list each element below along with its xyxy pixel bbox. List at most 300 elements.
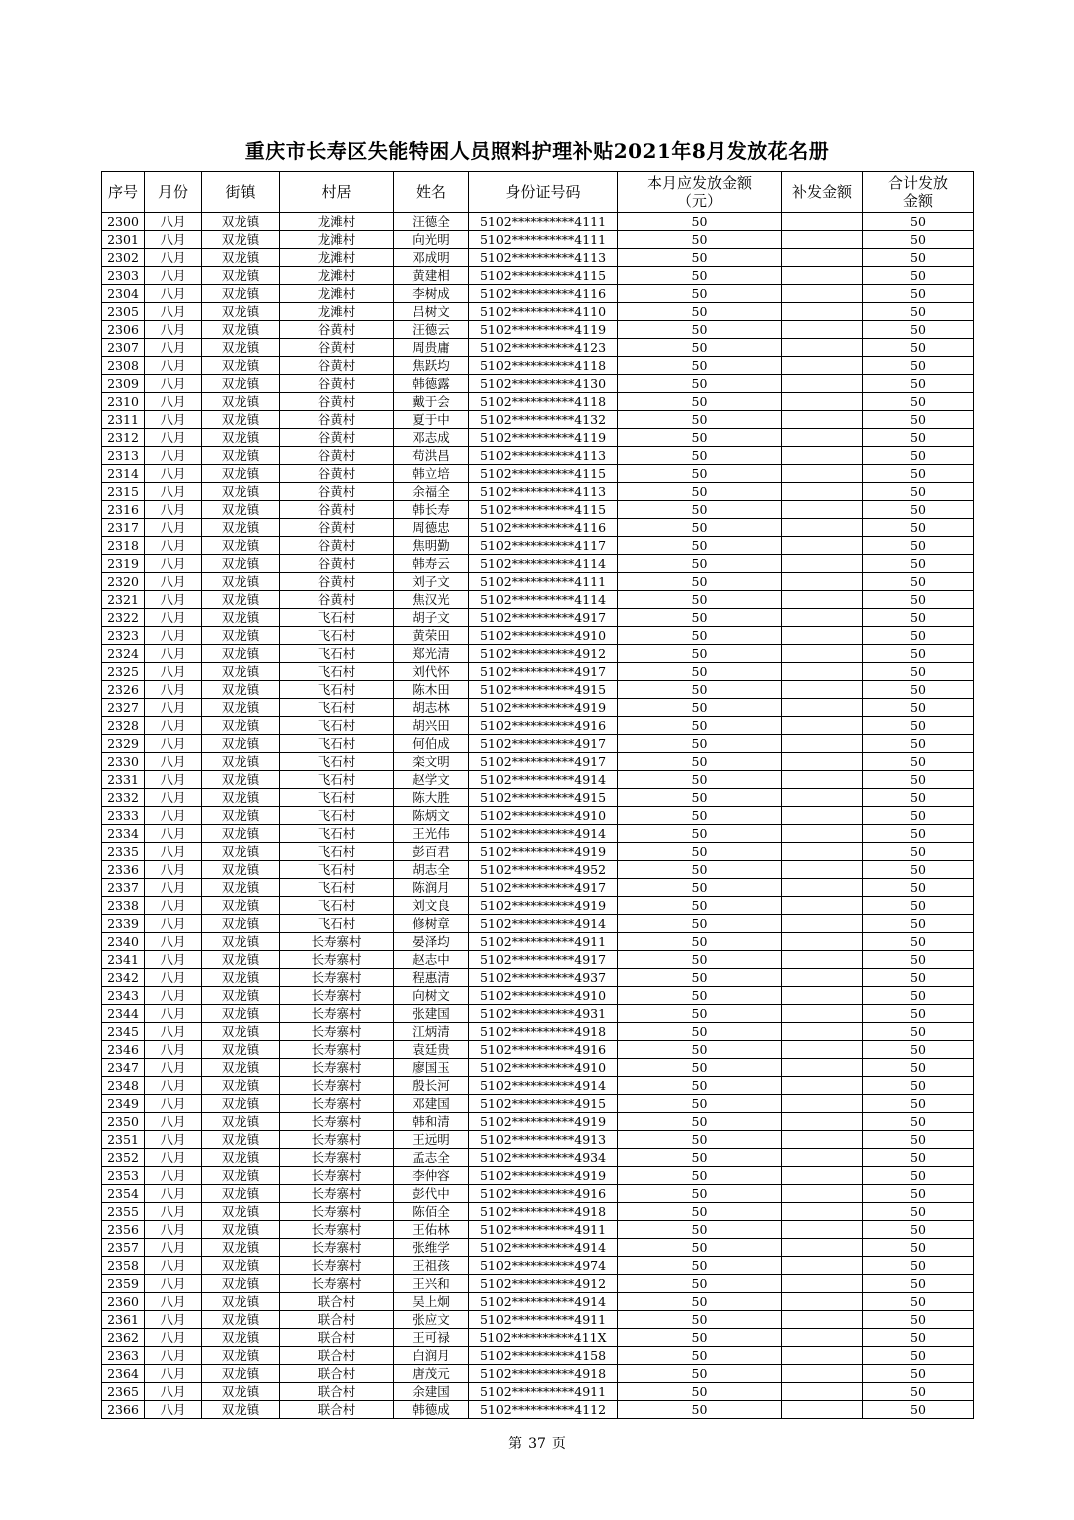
cell-id-number: 5102**********4117 [469,537,618,555]
cell-village: 长寿寨村 [280,933,394,951]
cell-month: 八月 [145,393,202,411]
cell-village: 长寿寨村 [280,1041,394,1059]
table-row [102,987,974,1005]
cell-town: 双龙镇 [202,969,280,987]
table-row [102,1095,974,1113]
cell-village: 长寿寨村 [280,969,394,987]
cell-due-amount: 50 [618,555,782,573]
cell-name: 栾文明 [394,753,469,771]
cell-seq: 2316 [102,501,145,519]
table-row [102,753,974,771]
table-row [102,609,974,627]
cell-village: 飞石村 [280,861,394,879]
cell-total-amount: 50 [863,1203,974,1221]
cell-month: 八月 [145,339,202,357]
cell-seq: 2354 [102,1185,145,1203]
cell-id-number: 5102**********4918 [469,1203,618,1221]
cell-village: 谷黄村 [280,321,394,339]
cell-town: 双龙镇 [202,627,280,645]
cell-supplement-amount [782,1095,863,1113]
cell-month: 八月 [145,609,202,627]
cell-total-amount: 50 [863,1275,974,1293]
cell-id-number: 5102**********4113 [469,249,618,267]
cell-due-amount: 50 [618,285,782,303]
cell-total-amount: 50 [863,879,974,897]
cell-supplement-amount [782,1275,863,1293]
cell-month: 八月 [145,1095,202,1113]
cell-town: 双龙镇 [202,1149,280,1167]
cell-village: 联合村 [280,1347,394,1365]
cell-total-amount: 50 [863,609,974,627]
cell-town: 双龙镇 [202,843,280,861]
cell-name: 程惠清 [394,969,469,987]
cell-month: 八月 [145,213,202,231]
table-row [102,771,974,789]
cell-seq: 2317 [102,519,145,537]
cell-due-amount: 50 [618,1005,782,1023]
cell-id-number: 5102**********4914 [469,771,618,789]
cell-town: 双龙镇 [202,339,280,357]
cell-seq: 2329 [102,735,145,753]
cell-total-amount: 50 [863,231,974,249]
cell-total-amount: 50 [863,213,974,231]
cell-total-amount: 50 [863,861,974,879]
cell-name: 吕树文 [394,303,469,321]
cell-id-number: 5102**********4952 [469,861,618,879]
cell-town: 双龙镇 [202,1239,280,1257]
table-row [102,1185,974,1203]
cell-supplement-amount [782,1221,863,1239]
cell-supplement-amount [782,429,863,447]
cell-town: 双龙镇 [202,1383,280,1401]
cell-due-amount: 50 [618,1239,782,1257]
cell-month: 八月 [145,429,202,447]
cell-town: 双龙镇 [202,1221,280,1239]
cell-total-amount: 50 [863,1365,974,1383]
cell-due-amount: 50 [618,843,782,861]
cell-supplement-amount [782,591,863,609]
cell-village: 飞石村 [280,915,394,933]
cell-id-number: 5102**********4111 [469,213,618,231]
table-row [102,1167,974,1185]
cell-supplement-amount [782,1311,863,1329]
cell-seq: 2330 [102,753,145,771]
cell-due-amount: 50 [618,1383,782,1401]
cell-total-amount: 50 [863,501,974,519]
cell-town: 双龙镇 [202,1311,280,1329]
cell-town: 双龙镇 [202,1329,280,1347]
cell-month: 八月 [145,519,202,537]
cell-seq: 2365 [102,1383,145,1401]
cell-seq: 2342 [102,969,145,987]
cell-seq: 2313 [102,447,145,465]
cell-village: 长寿寨村 [280,1113,394,1131]
cell-id-number: 5102**********4917 [469,951,618,969]
page-footer [0,1435,1074,1453]
cell-village: 谷黄村 [280,519,394,537]
cell-month: 八月 [145,915,202,933]
cell-month: 八月 [145,897,202,915]
cell-supplement-amount [782,1131,863,1149]
cell-seq: 2348 [102,1077,145,1095]
table-row [102,465,974,483]
cell-seq: 2305 [102,303,145,321]
cell-id-number: 5102**********4116 [469,285,618,303]
cell-supplement-amount [782,1041,863,1059]
cell-seq: 2303 [102,267,145,285]
cell-total-amount: 50 [863,843,974,861]
cell-town: 双龙镇 [202,663,280,681]
cell-town: 双龙镇 [202,321,280,339]
cell-name: 焦汉光 [394,591,469,609]
cell-village: 飞石村 [280,825,394,843]
cell-id-number: 5102**********4912 [469,645,618,663]
cell-supplement-amount [782,555,863,573]
table-row [102,1365,974,1383]
header-month: 月份 [145,172,202,213]
table-row [102,339,974,357]
cell-due-amount: 50 [618,897,782,915]
cell-seq: 2301 [102,231,145,249]
cell-due-amount: 50 [618,411,782,429]
cell-seq: 2355 [102,1203,145,1221]
cell-month: 八月 [145,1257,202,1275]
cell-seq: 2343 [102,987,145,1005]
cell-month: 八月 [145,645,202,663]
cell-name: 张应文 [394,1311,469,1329]
cell-village: 长寿寨村 [280,1203,394,1221]
cell-name: 刘代怀 [394,663,469,681]
cell-town: 双龙镇 [202,879,280,897]
cell-id-number: 5102**********4913 [469,1131,618,1149]
cell-month: 八月 [145,375,202,393]
cell-total-amount: 50 [863,1311,974,1329]
cell-month: 八月 [145,555,202,573]
cell-seq: 2308 [102,357,145,375]
cell-name: 周贵庸 [394,339,469,357]
cell-village: 谷黄村 [280,465,394,483]
cell-town: 双龙镇 [202,1401,280,1419]
cell-name: 陈大胜 [394,789,469,807]
cell-town: 双龙镇 [202,1095,280,1113]
cell-id-number: 5102**********4114 [469,555,618,573]
cell-name: 赵学文 [394,771,469,789]
cell-name: 余建国 [394,1383,469,1401]
cell-supplement-amount [782,627,863,645]
header-row [102,172,974,213]
cell-name: 张维学 [394,1239,469,1257]
table-row [102,249,974,267]
cell-id-number: 5102**********4911 [469,1311,618,1329]
cell-supplement-amount [782,447,863,465]
cell-name: 赵志中 [394,951,469,969]
cell-supplement-amount [782,1257,863,1275]
table-row [102,375,974,393]
cell-id-number: 5102**********4914 [469,1293,618,1311]
cell-town: 双龙镇 [202,987,280,1005]
cell-supplement-amount [782,1401,863,1419]
cell-supplement-amount [782,1005,863,1023]
cell-id-number: 5102**********4914 [469,825,618,843]
table-row [102,1293,974,1311]
cell-town: 双龙镇 [202,1257,280,1275]
cell-due-amount: 50 [618,987,782,1005]
header-total-amount-line1: 合计发放 [887,174,948,192]
cell-total-amount: 50 [863,339,974,357]
cell-due-amount: 50 [618,519,782,537]
cell-village: 谷黄村 [280,411,394,429]
cell-due-amount: 50 [618,825,782,843]
cell-month: 八月 [145,1311,202,1329]
cell-month: 八月 [145,1059,202,1077]
cell-due-amount: 50 [618,1059,782,1077]
cell-total-amount: 50 [863,933,974,951]
cell-due-amount: 50 [618,663,782,681]
cell-town: 双龙镇 [202,285,280,303]
cell-month: 八月 [145,789,202,807]
cell-total-amount: 50 [863,555,974,573]
cell-supplement-amount [782,735,863,753]
table-row [102,1221,974,1239]
cell-id-number: 5102**********4919 [469,1167,618,1185]
cell-id-number: 5102**********4916 [469,1185,618,1203]
cell-id-number: 5102**********4115 [469,465,618,483]
cell-name: 陈木田 [394,681,469,699]
table-row [102,897,974,915]
cell-due-amount: 50 [618,1311,782,1329]
cell-total-amount: 50 [863,1167,974,1185]
cell-month: 八月 [145,861,202,879]
cell-supplement-amount [782,1347,863,1365]
cell-village: 龙滩村 [280,249,394,267]
cell-supplement-amount [782,1203,863,1221]
table-row [102,1149,974,1167]
cell-village: 龙滩村 [280,213,394,231]
cell-total-amount: 50 [863,1023,974,1041]
cell-seq: 2345 [102,1023,145,1041]
cell-village: 长寿寨村 [280,1095,394,1113]
cell-total-amount: 50 [863,1221,974,1239]
cell-total-amount: 50 [863,357,974,375]
cell-seq: 2307 [102,339,145,357]
cell-town: 双龙镇 [202,915,280,933]
cell-total-amount: 50 [863,951,974,969]
cell-seq: 2328 [102,717,145,735]
cell-id-number: 5102**********4112 [469,1401,618,1419]
cell-total-amount: 50 [863,465,974,483]
cell-due-amount: 50 [618,1257,782,1275]
cell-village: 飞石村 [280,663,394,681]
cell-total-amount: 50 [863,1401,974,1419]
cell-seq: 2359 [102,1275,145,1293]
cell-village: 联合村 [280,1365,394,1383]
cell-seq: 2324 [102,645,145,663]
cell-id-number: 5102**********4911 [469,933,618,951]
cell-seq: 2347 [102,1059,145,1077]
cell-id-number: 5102**********4118 [469,393,618,411]
cell-town: 双龙镇 [202,1347,280,1365]
cell-seq: 2320 [102,573,145,591]
cell-month: 八月 [145,1041,202,1059]
cell-due-amount: 50 [618,321,782,339]
cell-village: 飞石村 [280,699,394,717]
cell-town: 双龙镇 [202,483,280,501]
table-row [102,1401,974,1419]
cell-id-number: 5102**********4158 [469,1347,618,1365]
table-row [102,1329,974,1347]
cell-name: 白润月 [394,1347,469,1365]
cell-id-number: 5102**********4114 [469,591,618,609]
cell-name: 王兴和 [394,1275,469,1293]
cell-supplement-amount [782,1329,863,1347]
cell-name: 韩和清 [394,1113,469,1131]
cell-name: 余福全 [394,483,469,501]
cell-name: 陈炳文 [394,807,469,825]
cell-seq: 2331 [102,771,145,789]
cell-village: 长寿寨村 [280,987,394,1005]
cell-due-amount: 50 [618,1221,782,1239]
cell-month: 八月 [145,357,202,375]
cell-due-amount: 50 [618,465,782,483]
cell-name: 苟洪昌 [394,447,469,465]
cell-name: 夏于中 [394,411,469,429]
cell-village: 长寿寨村 [280,1221,394,1239]
cell-name: 孟志全 [394,1149,469,1167]
table-row [102,303,974,321]
cell-due-amount: 50 [618,861,782,879]
cell-seq: 2364 [102,1365,145,1383]
cell-total-amount: 50 [863,591,974,609]
header-total-amount-line2: 金额 [902,192,933,210]
cell-seq: 2300 [102,213,145,231]
cell-village: 飞石村 [280,753,394,771]
cell-id-number: 5102**********4918 [469,1365,618,1383]
cell-total-amount: 50 [863,1077,974,1095]
cell-month: 八月 [145,807,202,825]
cell-due-amount: 50 [618,789,782,807]
cell-seq: 2340 [102,933,145,951]
cell-total-amount: 50 [863,573,974,591]
cell-month: 八月 [145,465,202,483]
cell-month: 八月 [145,1113,202,1131]
table-row [102,825,974,843]
table-row [102,393,974,411]
cell-month: 八月 [145,951,202,969]
cell-total-amount: 50 [863,249,974,267]
cell-total-amount: 50 [863,1185,974,1203]
cell-due-amount: 50 [618,1167,782,1185]
cell-seq: 2318 [102,537,145,555]
cell-due-amount: 50 [618,339,782,357]
cell-village: 联合村 [280,1329,394,1347]
cell-seq: 2349 [102,1095,145,1113]
cell-due-amount: 50 [618,933,782,951]
table-row [102,717,974,735]
table-row [102,1275,974,1293]
cell-name: 吴上炯 [394,1293,469,1311]
cell-month: 八月 [145,627,202,645]
cell-id-number: 5102**********4918 [469,1023,618,1041]
cell-id-number: 5102**********4934 [469,1149,618,1167]
cell-id-number: 5102**********4115 [469,501,618,519]
cell-month: 八月 [145,573,202,591]
table-row [102,861,974,879]
cell-name: 廖国玉 [394,1059,469,1077]
cell-total-amount: 50 [863,825,974,843]
cell-supplement-amount [782,267,863,285]
cell-town: 双龙镇 [202,1059,280,1077]
cell-due-amount: 50 [618,1077,782,1095]
cell-seq: 2323 [102,627,145,645]
cell-due-amount: 50 [618,717,782,735]
cell-village: 飞石村 [280,735,394,753]
cell-id-number: 5102**********4123 [469,339,618,357]
cell-month: 八月 [145,699,202,717]
table-row [102,573,974,591]
cell-village: 飞石村 [280,843,394,861]
header-name: 姓名 [394,172,469,213]
cell-supplement-amount [782,861,863,879]
cell-town: 双龙镇 [202,213,280,231]
cell-seq: 2338 [102,897,145,915]
cell-total-amount: 50 [863,411,974,429]
cell-supplement-amount [782,897,863,915]
cell-seq: 2311 [102,411,145,429]
cell-town: 双龙镇 [202,699,280,717]
cell-seq: 2336 [102,861,145,879]
cell-total-amount: 50 [863,519,974,537]
cell-supplement-amount [782,1239,863,1257]
cell-due-amount: 50 [618,645,782,663]
cell-total-amount: 50 [863,807,974,825]
cell-village: 谷黄村 [280,375,394,393]
cell-due-amount: 50 [618,753,782,771]
cell-total-amount: 50 [863,321,974,339]
cell-month: 八月 [145,681,202,699]
cell-total-amount: 50 [863,627,974,645]
cell-town: 双龙镇 [202,753,280,771]
cell-seq: 2341 [102,951,145,969]
cell-due-amount: 50 [618,735,782,753]
cell-supplement-amount [782,231,863,249]
cell-town: 双龙镇 [202,1131,280,1149]
cell-village: 长寿寨村 [280,1239,394,1257]
cell-id-number: 5102**********4132 [469,411,618,429]
cell-id-number: 5102**********4916 [469,1041,618,1059]
cell-name: 韩立培 [394,465,469,483]
cell-month: 八月 [145,321,202,339]
cell-village: 龙滩村 [280,267,394,285]
cell-seq: 2339 [102,915,145,933]
cell-month: 八月 [145,1023,202,1041]
cell-due-amount: 50 [618,303,782,321]
table-row [102,645,974,663]
table-row [102,1383,974,1401]
cell-id-number: 5102**********4111 [469,573,618,591]
cell-town: 双龙镇 [202,897,280,915]
cell-total-amount: 50 [863,915,974,933]
cell-supplement-amount [782,1383,863,1401]
cell-due-amount: 50 [618,699,782,717]
roster-table [101,171,974,1419]
cell-seq: 2363 [102,1347,145,1365]
cell-name: 李树成 [394,285,469,303]
cell-village: 飞石村 [280,897,394,915]
cell-town: 双龙镇 [202,465,280,483]
cell-name: 汪德全 [394,213,469,231]
cell-village: 谷黄村 [280,501,394,519]
cell-name: 陈佰全 [394,1203,469,1221]
